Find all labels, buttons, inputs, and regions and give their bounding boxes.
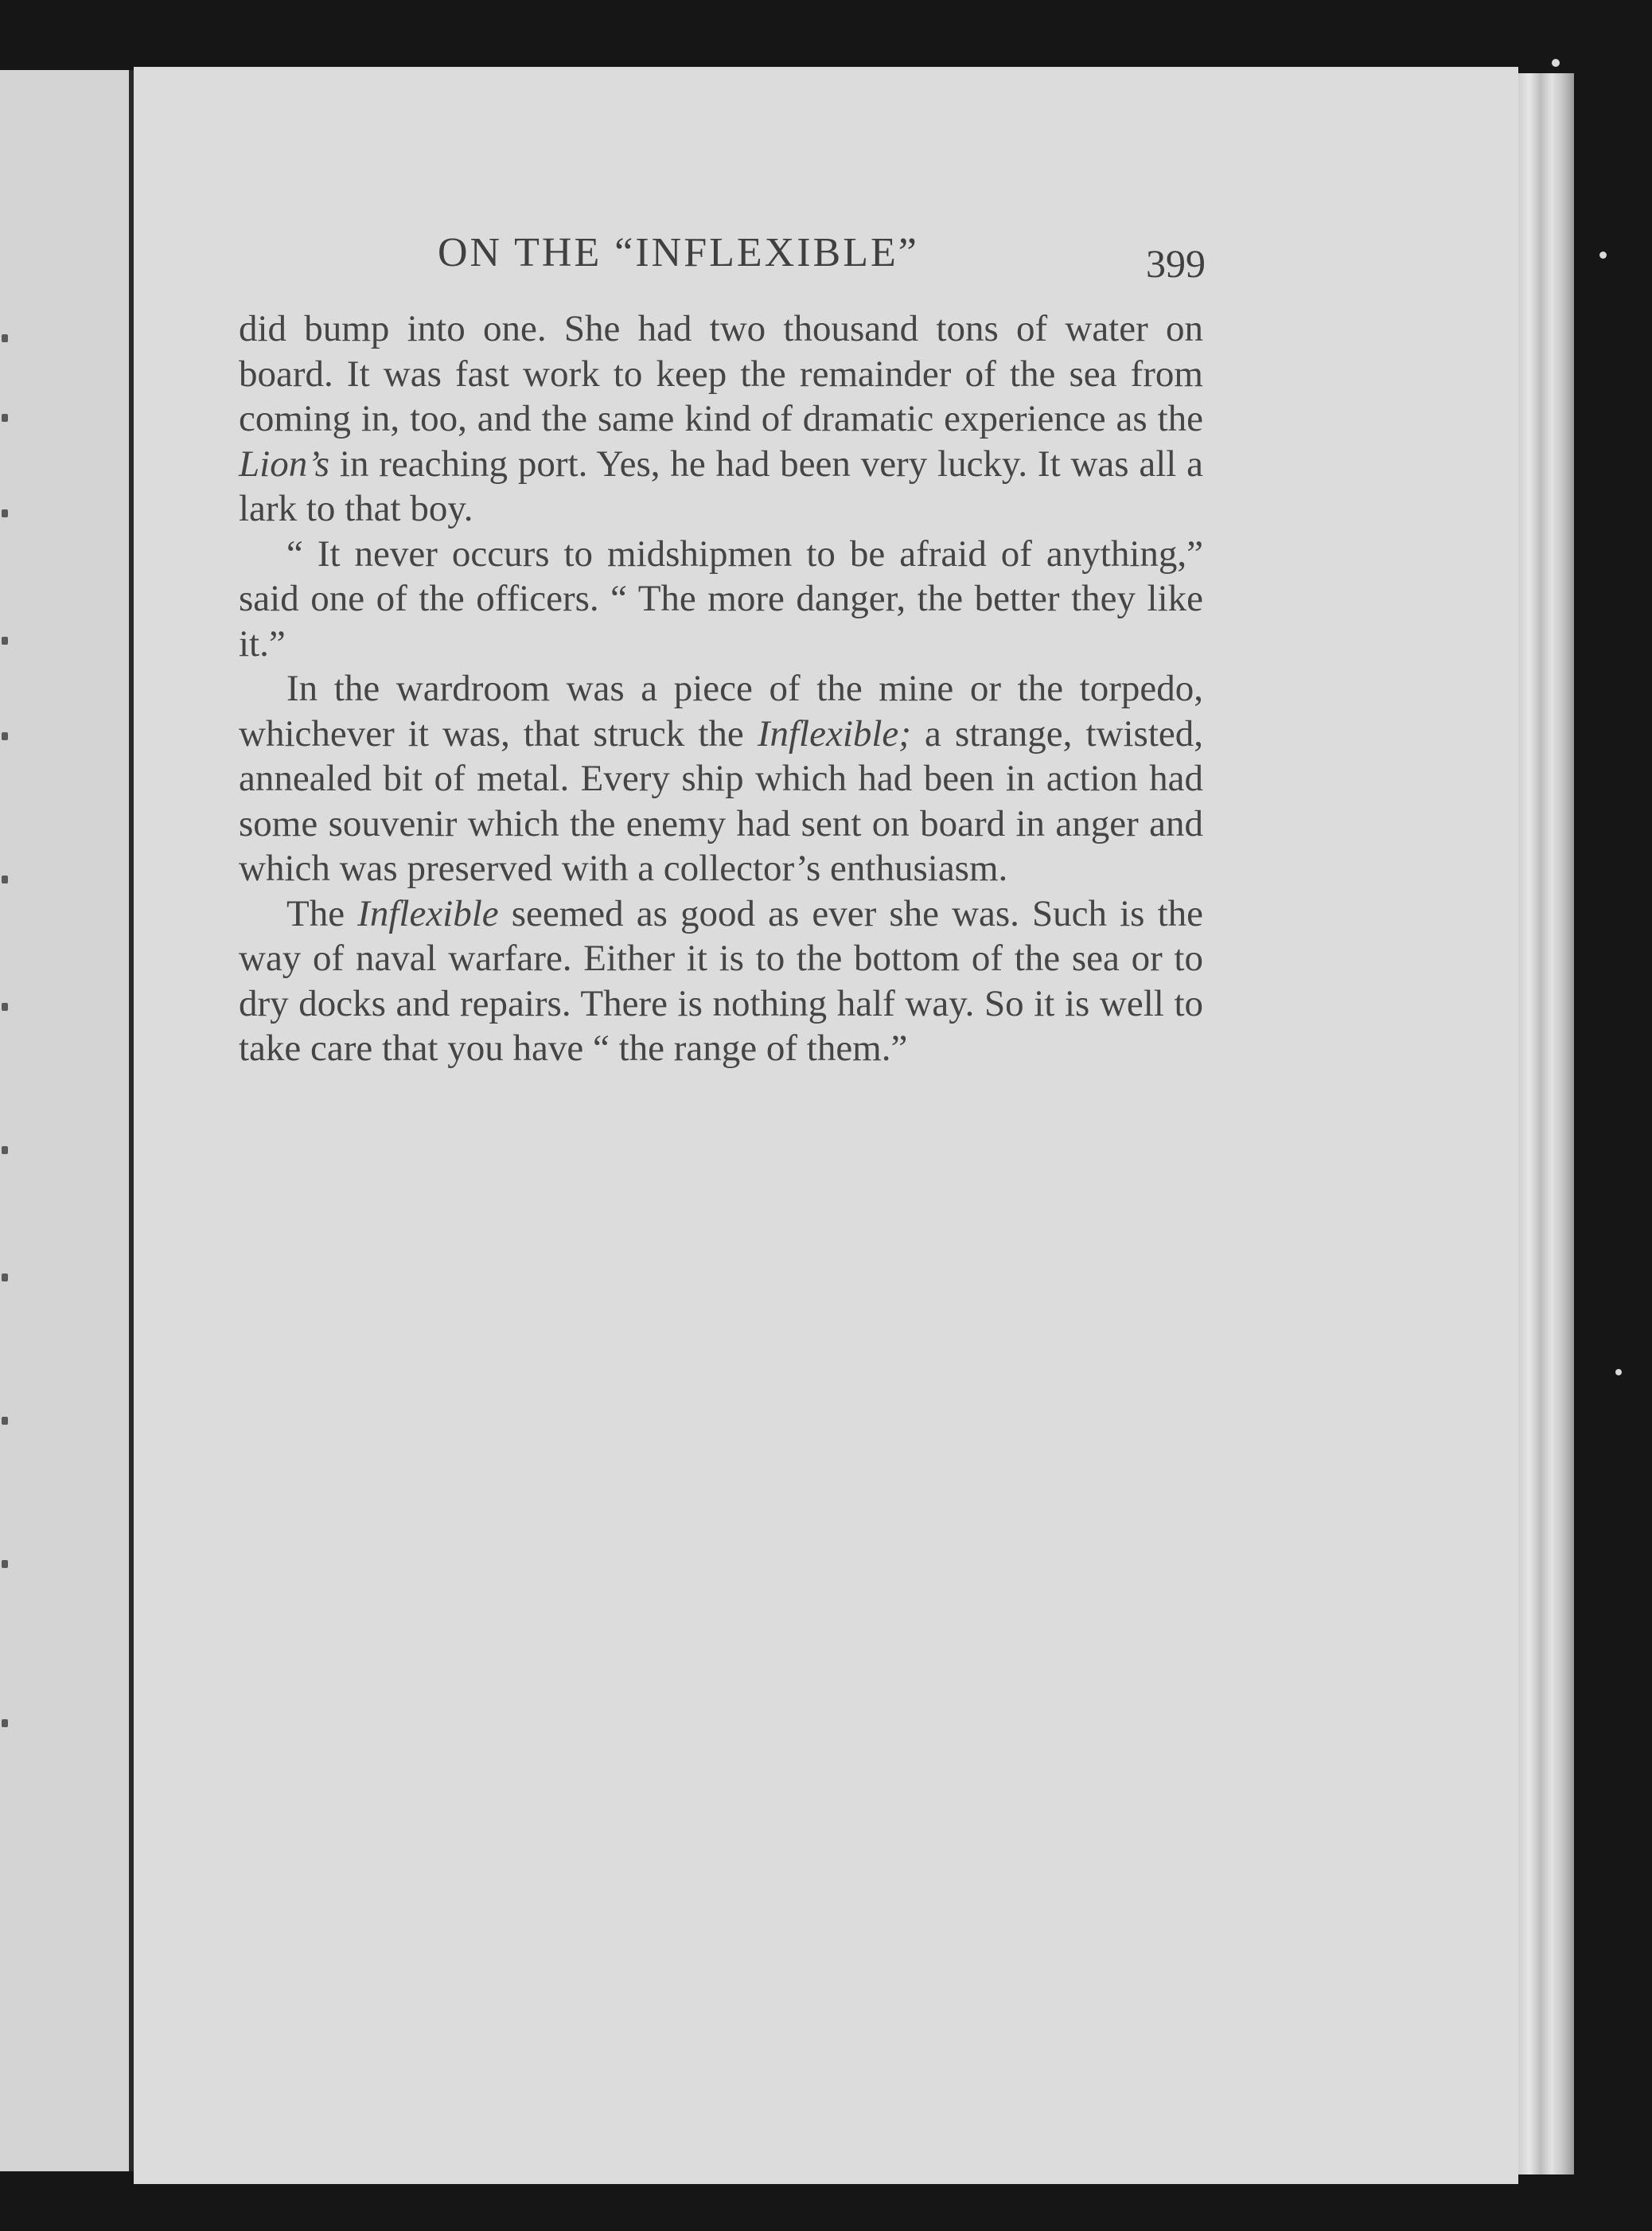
running-title: ON THE “INFLEXIBLE” xyxy=(438,230,919,275)
left-page-text-edge xyxy=(0,318,11,1831)
text-fragment xyxy=(2,876,8,883)
text-fragment xyxy=(2,1146,8,1154)
paragraph xyxy=(239,306,1203,532)
page-number: 399 xyxy=(1146,241,1206,286)
paragraph-text: seemed as good as ever she was. Such is the way of naval warfare. Either it is to the bottom of the sea or to dry docks and repairs. There is nothing half way. So it is well to take care that you have “ the range of them.” xyxy=(239,892,1203,1069)
italic-text: Inflexible xyxy=(357,892,499,934)
paragraph xyxy=(239,891,1203,1071)
text-fragment xyxy=(2,334,8,342)
dust-speck xyxy=(1615,1369,1622,1375)
paragraph-text: did bump into one. She had two thousand tons of water on board. It was fast work to keep the remainder of the sea from coming in, too, and the same kind of dramatic experience as the xyxy=(239,308,1203,439)
paragraph-text: in reaching port. Yes, he had been very lucky. It was all a lark to that boy. xyxy=(239,443,1203,529)
italic-text: Inflexible; xyxy=(757,712,911,755)
running-head xyxy=(239,229,1206,285)
left-page xyxy=(0,70,131,2171)
dust-speck xyxy=(1552,59,1560,67)
dust-speck xyxy=(1599,252,1607,259)
italic-text: Lion’s xyxy=(239,443,330,485)
paragraph: “ It never occurs to midshipmen to be afraid of anything,” said one of the officers. “ The more danger, the better they like it.” xyxy=(239,532,1203,665)
text-fragment xyxy=(2,637,8,645)
text-fragment xyxy=(2,1719,8,1727)
text-fragment xyxy=(2,732,8,740)
paragraph-text: a strange, twisted, annealed bit of metal. Every ship which had been in action had some souvenir which the enemy had sent on board in anger and which was preserved with a collector’s enthusiasm. xyxy=(239,712,1203,889)
text-fragment xyxy=(2,414,8,422)
paragraph-text: The xyxy=(286,892,358,934)
page-edges xyxy=(1518,73,1574,2174)
paragraph-text: In the wardroom was a piece of the mine or the torpedo, whichever it was, that struck the xyxy=(239,668,1203,755)
text-fragment xyxy=(2,509,8,517)
text-fragment xyxy=(2,1560,8,1568)
body-text xyxy=(239,306,1203,1071)
text-fragment xyxy=(2,1273,8,1281)
text-fragment xyxy=(2,1417,8,1425)
text-fragment xyxy=(2,1003,8,1011)
paragraph xyxy=(239,666,1203,891)
